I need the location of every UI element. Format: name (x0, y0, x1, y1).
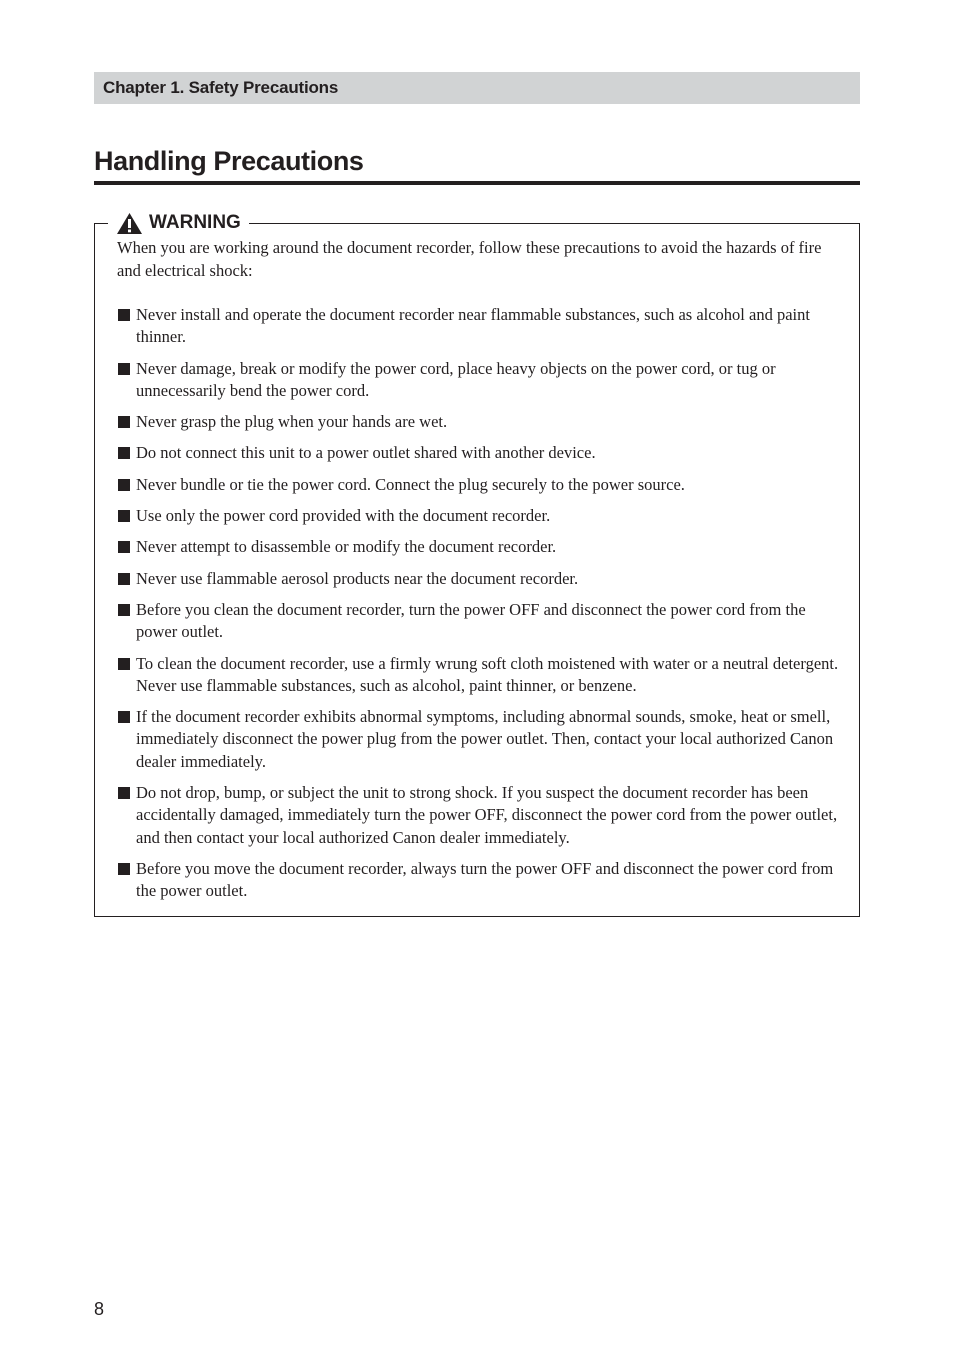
warning-intro: When you are working around the document recorder, follow these precautions to avoid the hazards of fire and electrical shock: (117, 238, 822, 280)
list-item (117, 858, 847, 903)
list-item (117, 599, 847, 644)
chapter-title: Chapter 1. Safety Precautions (103, 78, 339, 97)
list-item (117, 536, 847, 558)
list-item-text: Never grasp the plug when your hands are wet. (136, 412, 448, 432)
warning-heading (108, 210, 249, 236)
warning-box (94, 212, 860, 917)
square-bullet-icon (118, 573, 130, 585)
list-item-text: Before you move the document recorder, always turn the power OFF and disconnect the power cord from the power outlet. (136, 858, 834, 901)
square-bullet-icon (118, 787, 130, 799)
square-bullet-icon (118, 510, 130, 522)
square-bullet-icon (118, 479, 130, 491)
list-item (117, 505, 847, 527)
square-bullet-icon (118, 711, 130, 723)
list-item-text: Use only the power cord provided with the document recorder. (136, 506, 551, 526)
list-item-text: Never bundle or tie the power cord. Connect the plug securely to the power source. (136, 474, 685, 494)
chapter-header (94, 72, 860, 104)
list-item (117, 358, 847, 403)
list-item-text: Never attempt to disassemble or modify the document recorder. (136, 537, 557, 557)
list-item-text: Do not drop, bump, or subject the unit to strong shock. If you suspect the document recorder has been accidentally damaged, immediately turn the power OFF, disconnect the power cord from the power outlet, and then contact your local authorized Canon dealer immediately. (136, 783, 838, 847)
list-item (117, 304, 847, 349)
list-item-text: Never damage, break or modify the power cord, place heavy objects on the power cord, or tug or unnecessarily bend the power cord. (136, 358, 776, 400)
list-item-text: To clean the document recorder, use a firmly wrung soft cloth moistened with water or a neutral detergent. Never use flammable substances, such as alcohol, paint thinner, or benzene. (136, 653, 839, 695)
list-item-text: Never use flammable aerosol products near the document recorder. (136, 568, 579, 588)
page-title: Handling Precautions (94, 146, 364, 176)
list-item (117, 706, 847, 773)
list-item (117, 568, 847, 590)
list-item (117, 653, 847, 698)
square-bullet-icon (118, 447, 130, 459)
square-bullet-icon (118, 541, 130, 553)
list-item (117, 411, 847, 433)
list-item-text: Before you clean the document recorder, turn the power OFF and disconnect the power cord from the power outlet. (136, 599, 806, 642)
square-bullet-icon (118, 309, 130, 321)
list-item-text: If the document recorder exhibits abnormal symptoms, including abnormal sounds, smoke, heat or smell, immediately disconnect the power plug from the power outlet. Then, contact your local authorized Canon dealer immediately. (136, 707, 834, 771)
square-bullet-icon (118, 416, 130, 428)
square-bullet-icon (118, 604, 130, 616)
list-item (117, 442, 847, 464)
square-bullet-icon (118, 863, 130, 875)
warning-list (117, 304, 847, 912)
square-bullet-icon (118, 658, 130, 670)
list-item (117, 474, 847, 496)
list-item-text: Never install and operate the document recorder near flammable substances, such as alcohol and paint thinner. (136, 305, 810, 347)
page-number: 8 (94, 1299, 105, 1319)
list-item-text: Do not connect this unit to a power outlet shared with another device. (136, 443, 596, 463)
warning-label: WARNING (149, 212, 241, 233)
list-item (117, 782, 847, 849)
title-underline (94, 181, 860, 185)
warning-triangle-icon (116, 212, 143, 235)
square-bullet-icon (118, 363, 130, 375)
